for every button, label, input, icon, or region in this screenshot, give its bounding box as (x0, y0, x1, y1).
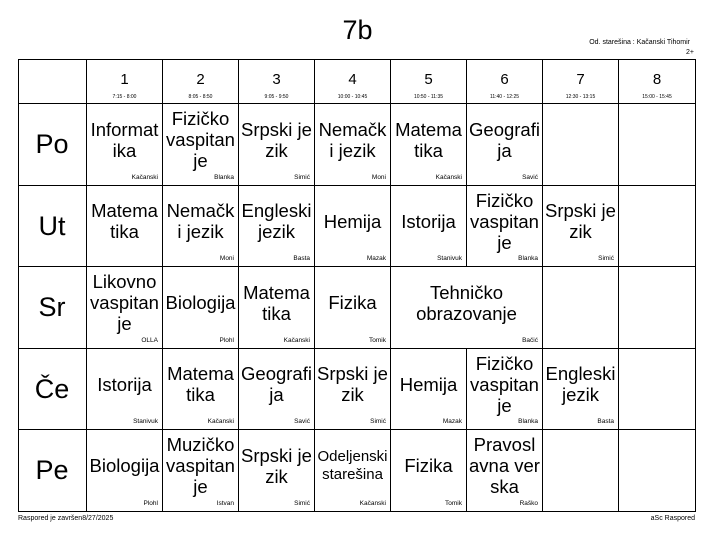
period-time: 12:30 - 13:15 (565, 94, 596, 100)
lesson-teacher: Basta (293, 255, 310, 262)
lesson-teacher: Plohl (143, 500, 158, 507)
lesson-cell[interactable] (163, 349, 238, 429)
lesson-cell[interactable] (239, 186, 314, 266)
day-label-ce: Če (34, 373, 70, 404)
day-label-sr: Sr (38, 292, 66, 322)
lesson-teacher: Savić (522, 174, 538, 181)
lesson-teacher: Kačanski (131, 174, 158, 181)
lesson-subject: Tehničko obrazovanje (416, 281, 517, 324)
lesson-subject: Matematika (243, 281, 310, 324)
day-label-po: Po (35, 129, 69, 159)
lesson-cell[interactable] (467, 104, 542, 185)
lesson-subject: Srpski jezik (241, 444, 312, 487)
lesson-subject: Srpski jezik (317, 363, 388, 405)
lesson-cell[interactable] (163, 267, 238, 348)
head-teacher-label: Od. starešina : Kačanski Tihomir (589, 39, 690, 46)
lesson-subject: Srpski jezik (545, 200, 616, 242)
period-header (391, 59, 466, 103)
lesson-cell[interactable] (467, 186, 542, 266)
lesson-subject: Pravoslavna verska (469, 434, 540, 497)
period-header (239, 59, 314, 103)
lesson-cell[interactable] (391, 186, 466, 266)
lesson-teacher: Bačić (522, 337, 538, 344)
lesson-cell[interactable] (467, 430, 542, 511)
grid-line (618, 59, 619, 512)
lesson-cell[interactable] (87, 349, 162, 429)
lesson-subject: Hemija (323, 210, 382, 232)
lesson-teacher: Istvan (216, 500, 234, 507)
lesson-teacher: Simić (370, 418, 386, 425)
lesson-cell[interactable] (315, 349, 390, 429)
period-header (87, 59, 162, 103)
lesson-cell[interactable] (87, 186, 162, 266)
lesson-subject: Likovno vaspitanje (90, 271, 159, 334)
day-label-ut: Ut (38, 210, 66, 241)
period-header (543, 59, 618, 103)
grid-line (18, 511, 696, 512)
lesson-subject: Odeljenski starešina (317, 447, 388, 483)
lesson-cell[interactable] (467, 349, 542, 429)
lesson-cell[interactable] (163, 104, 238, 185)
period-time: 8:05 - 8:50 (188, 94, 213, 100)
lesson-teacher: Kačanski (435, 174, 462, 181)
lesson-subject: Engleski jezik (241, 200, 312, 242)
footer-generated-date: Raspored je završen8/27/2025 (18, 515, 114, 522)
period-number: 3 (272, 71, 281, 88)
lesson-teacher: Moni (219, 255, 234, 262)
lesson-cell[interactable] (391, 349, 466, 429)
lesson-cell[interactable] (87, 104, 162, 185)
lesson-cell[interactable] (239, 349, 314, 429)
period-header (163, 59, 238, 103)
lesson-subject: Geografija (469, 118, 540, 161)
lesson-cell[interactable] (391, 104, 466, 185)
period-time: 10:50 - 11:35 (413, 94, 444, 100)
lesson-cell[interactable] (163, 186, 238, 266)
lesson-teacher: Moni (371, 174, 386, 181)
lesson-teacher: Raško (519, 500, 538, 507)
period-number: 6 (500, 71, 509, 88)
lesson-teacher: Stanivuk (437, 255, 462, 262)
lesson-subject: Istorija (401, 210, 456, 232)
lesson-subject: Matematika (395, 118, 462, 161)
lesson-subject: Fizičko vaspitanje (166, 108, 235, 171)
lesson-teacher: Basta (597, 418, 614, 425)
lesson-teacher: Stanivuk (133, 418, 158, 425)
lesson-subject: Matematika (91, 200, 158, 242)
lesson-teacher: Blanka (518, 418, 538, 425)
lesson-cell-double[interactable] (391, 267, 542, 348)
lesson-teacher: Simić (598, 255, 614, 262)
lesson-subject: Nemački jezik (166, 200, 235, 242)
lesson-teacher: Tomik (369, 337, 386, 344)
lesson-cell[interactable] (315, 186, 390, 266)
period-time: 11:40 - 12:25 (489, 94, 520, 100)
lesson-cell[interactable] (543, 186, 618, 266)
lesson-subject: Biologija (89, 455, 160, 476)
period-time: 15:00 - 15:45 (642, 94, 672, 100)
period-header (315, 59, 390, 103)
lesson-cell[interactable] (315, 430, 390, 511)
lesson-teacher: Plohl (219, 337, 234, 344)
period-header (619, 59, 695, 103)
period-number: 2 (196, 71, 205, 88)
lesson-cell[interactable] (239, 104, 314, 185)
lesson-subject: Matematika (167, 363, 234, 405)
grid-line (542, 59, 543, 512)
lesson-subject: Engleski jezik (545, 363, 616, 405)
footer-brand: aSc Raspored (650, 515, 695, 522)
lesson-cell[interactable] (239, 267, 314, 348)
lesson-subject: Srpski jezik (241, 118, 312, 161)
grid-line (695, 59, 696, 512)
lesson-teacher: Blanka (518, 255, 538, 262)
lesson-cell[interactable] (391, 430, 466, 511)
lesson-teacher: Simić (294, 500, 310, 507)
lesson-subject: Biologija (165, 292, 236, 313)
lesson-cell[interactable] (87, 267, 162, 348)
lesson-subject: Fizika (404, 455, 453, 476)
period-time: 9:05 - 9:50 (264, 94, 289, 100)
lesson-subject: Fizika (328, 292, 377, 313)
lesson-teacher: Savić (294, 418, 310, 425)
lesson-subject: Fizičko vaspitanje (470, 189, 539, 253)
timetable-grid (18, 59, 696, 512)
period-number: 8 (652, 71, 662, 88)
lesson-subject: Nemački jezik (318, 118, 387, 161)
lesson-teacher: Kačanski (207, 418, 234, 425)
period-time: 7:15 - 8:00 (112, 94, 137, 100)
lesson-teacher: OLLA (141, 337, 158, 344)
lesson-teacher: Simić (294, 174, 310, 181)
lesson-subject: Geografija (241, 363, 312, 405)
lesson-teacher: Blanka (214, 174, 234, 181)
lesson-teacher: Tomik (445, 500, 462, 507)
period-number: 1 (120, 71, 129, 88)
lesson-teacher: Mazak (442, 418, 462, 425)
lesson-cell[interactable] (315, 267, 390, 348)
day-label-pe: Pe (35, 455, 69, 485)
lesson-teacher: Kačanski (359, 500, 386, 507)
lesson-subject: Informatika (90, 118, 159, 161)
lesson-cell[interactable] (315, 104, 390, 185)
lesson-subject: Fizičko vaspitanje (470, 352, 539, 416)
lesson-teacher: Mazak (366, 255, 386, 262)
lesson-teacher: Kačanski (283, 337, 310, 344)
lesson-subject: Istorija (97, 373, 152, 395)
page-title: 7b (342, 15, 373, 45)
lesson-cell[interactable] (543, 349, 618, 429)
lesson-subject: Muzičko vaspitanje (166, 434, 235, 497)
lesson-cell[interactable] (163, 430, 238, 511)
period-number: 4 (348, 71, 357, 88)
lesson-cell[interactable] (87, 430, 162, 511)
period-number: 5 (424, 71, 433, 88)
class-code: 2+ (686, 49, 694, 56)
lesson-subject: Hemija (399, 373, 458, 395)
lesson-cell[interactable] (239, 430, 314, 511)
period-time: 10:00 - 10:45 (337, 94, 368, 100)
period-header (467, 59, 542, 103)
period-number: 7 (576, 71, 585, 88)
